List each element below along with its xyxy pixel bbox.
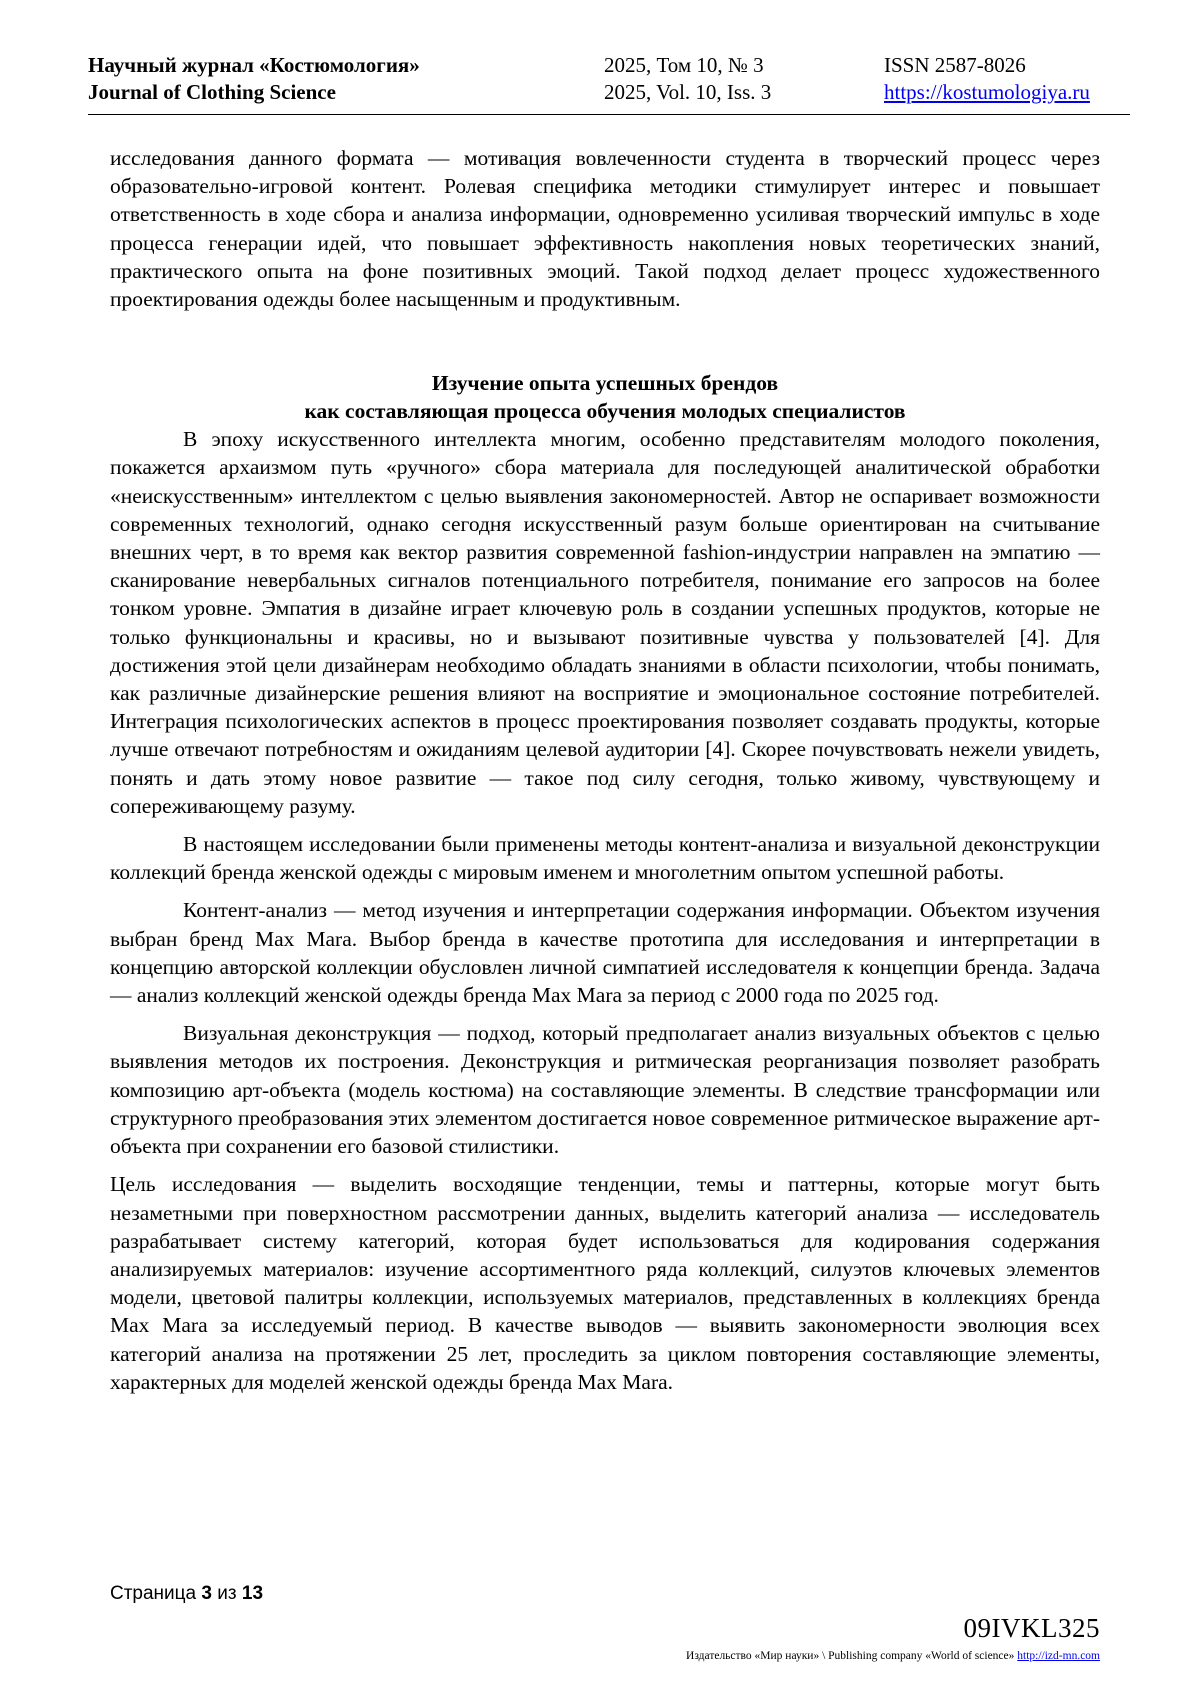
page-of: из — [217, 1583, 237, 1604]
journal-header — [88, 52, 1130, 115]
journal-title-ru: Научный журнал «Костюмология» — [88, 53, 420, 77]
section-heading-line1: Изучение опыта успешных брендов — [431, 371, 779, 396]
paragraph-methods: В настоящем исследовании были применены методы контент-анализа и визуальной деконструкции коллекций бренда женской одежды с мировым именем и многолетним опытом успешной работы. — [110, 832, 1100, 885]
section-heading — [110, 369, 1100, 425]
paragraph-visual-deconstruction: Визуальная деконструкция — подход, который предполагает анализ визуальных объектов с целью выявления методов их построения. Деконструкция и ритмическая реорганизация позволяет разобрать композицию арт-объекта (модель костюма) на составляющие элементы. В следствие трансформации или структурного преобразования этих элементом достигается новое современное ритмическое выражение арт-объекта при сохранении его базовой стилистики. — [110, 1021, 1100, 1159]
section-heading-line2: как составляющая процесса обучения молодых специалистов — [304, 399, 906, 424]
page-counter — [110, 1583, 263, 1605]
journal-website-link[interactable]: https://kostumologiya.ru — [884, 80, 1090, 104]
issn-block — [884, 52, 1090, 106]
journal-title-block — [88, 52, 420, 106]
publisher-text: Издательство «Мир науки» \ Publishing company «World of science» — [686, 1650, 1015, 1662]
article-body — [110, 144, 1100, 1396]
issue-ru: 2025, Том 10, № 3 — [604, 53, 764, 77]
publisher-link[interactable]: http://izd-mn.com — [1017, 1650, 1100, 1662]
intro-paragraph: исследования данного формата — мотивация вовлеченности студента в творческий процесс через образовательно-игровой контент. Ролевая специфика методики стимулирует интерес и повышает ответственность в ходе сбора и анализа информации, одновременно усиливая творческий импульс в ходе процесса генерации идей, что повышает эффективность накопления новых теоретических знаний, практического опыта на фоне позитивных эмоций. Такой подход делает процесс художественного проектирования одежды более насыщенным и продуктивным. — [110, 146, 1100, 312]
issue-en: 2025, Vol. 10, Iss. 3 — [604, 80, 772, 104]
page-total: 13 — [241, 1583, 264, 1604]
issn: ISSN 2587-8026 — [884, 53, 1026, 77]
paragraph-content-analysis: Контент-анализ — метод изучения и интерпретации содержания информации. Объектом изучения выбран бренд Max Mara. Выбор бренда в качестве прототипа для исследования и интерпретации в концепцию авторской коллекции обусловлен личной симпатией исследователя к концепции бренда. Задача — анализ коллекций женской одежды бренда Max Mara за период с 2000 года по 2025 год. — [110, 898, 1100, 1008]
paragraph-empathy: В эпоху искусственного интеллекта многим, особенно представителям молодого поколения, покажется архаизмом путь «ручного» сбора материала для последующей аналитической обработки «неискусственным» интеллектом с целью выявления закономерностей. Автор не оспаривает возможности современных технологий, однако сегодня искусственный разум больше ориентирован на считывание внешних черт, в то время как вектор развития современной fashion-индустрии направлен на эмпатию — сканирование невербальных сигналов потенциального потребителя, понимание его запросов на более тонком уровне. Эмпатия в дизайне играет ключевую роль в создании успешных продуктов, которые не только функциональны и красивы, но и вызывают позитивные чувства у пользователей [4]. Для достижения этой цели дизайнерам необходимо обладать знаниями в области психологии, чтобы понимать, как различные дизайнерские решения влияют на восприятие и эмоциональное состояние потребителей. Интеграция психологических аспектов в процесс проектирования позволяет создавать продукты, которые лучше отвечают потребностям и ожиданиям целевой аудитории [4]. Скорее почувствовать нежели увидеть, понять и дать этому новое развитие — такое под силу сегодня, только живому, чувствующему и сопереживающему разуму. — [110, 427, 1100, 818]
paragraph-research-goal: Цель исследования — выделить восходящие тенденции, темы и паттерны, которые могут быть незаметными при поверхностном рассмотрении данных, выделить категорий анализа — исследователь разрабатывает систему категорий, которая будет использоваться для кодирования содержания анализируемых материалов: изучение ассортиментного ряда коллекций, силуэтов ключевых элементов модели, цветовой палитры коллекции, используемых материалов, представленных в коллекциях бренда Max Mara за исследуемый период. В качестве выводов — выявить закономерности эволюция всех категорий анализа на протяжении 25 лет, проследить за циклом повторения составляющие элементы, характерных для моделей женской одежды бренда Max Mara. — [110, 1172, 1100, 1394]
article-code: 09IVKL325 — [963, 1613, 1100, 1643]
page-current: 3 — [201, 1583, 212, 1604]
journal-title-en: Journal of Clothing Science — [88, 80, 336, 104]
page-label: Страница — [110, 1583, 197, 1604]
publisher-line — [686, 1650, 1100, 1662]
issue-info-block — [604, 52, 771, 106]
